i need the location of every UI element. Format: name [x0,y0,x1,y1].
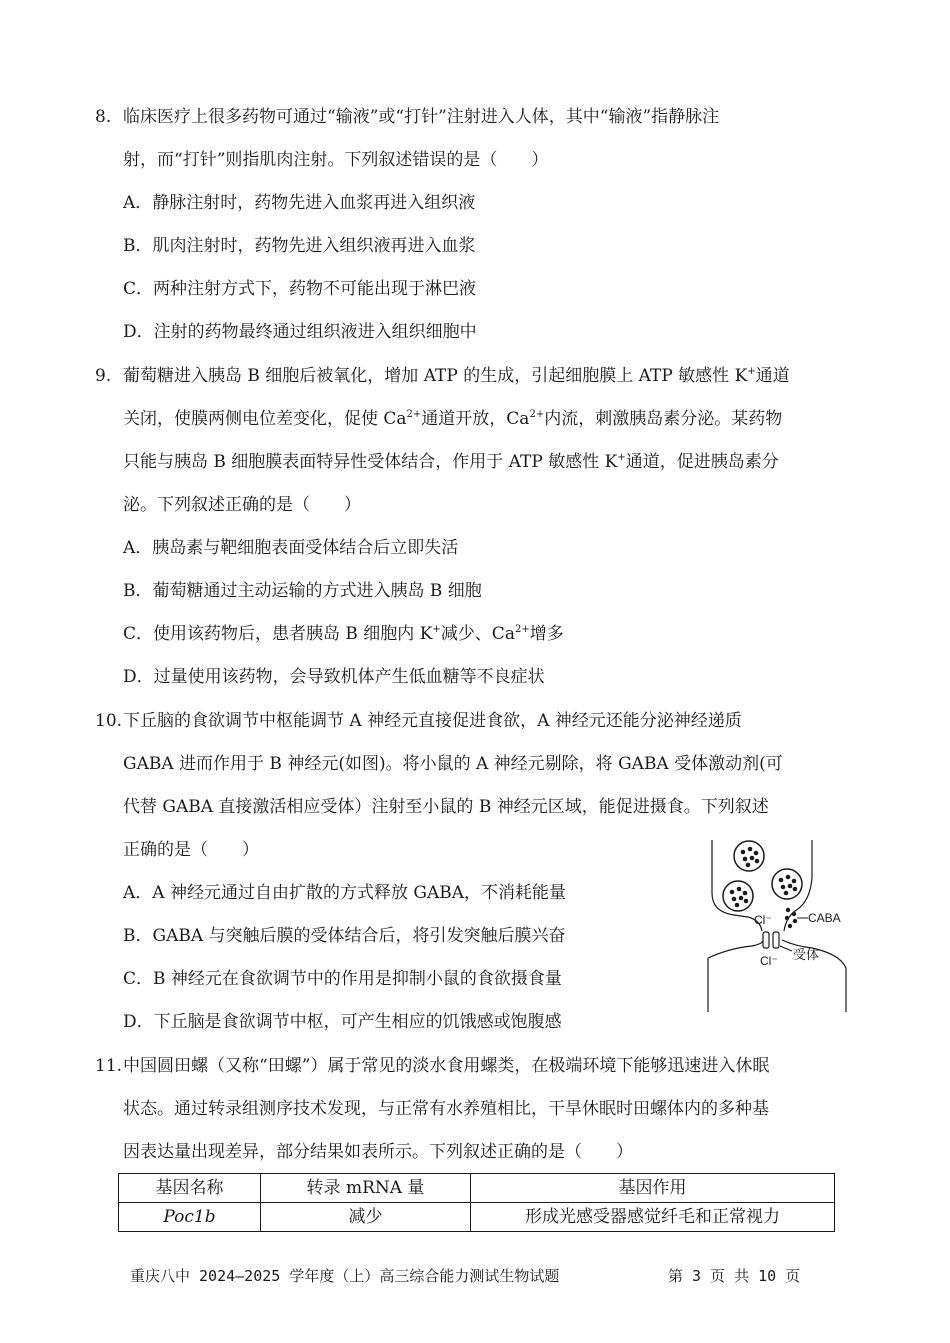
table-cell-mrna-amount: 减少 [261,1203,471,1232]
table-header-cell: 基因作用 [471,1174,835,1203]
table-header-cell: 基因名称 [119,1174,261,1203]
q10-stem-line4: 正确的是（ ） [123,840,259,860]
q8-option-a: A．静脉注射时，药物先进入血浆再进入组织液 [123,193,476,213]
synaptic-vesicle [723,881,753,911]
q8-number: 8. [95,107,112,127]
footer-page-number: 第 3 页 共 10 页 [668,1267,801,1285]
q8-stem-line2: 射，而“打针”则指肌肉注射。下列叙述错误的是（ ） [123,150,549,170]
synapse-diagram [700,838,860,1016]
q10-option-c: C．B 神经元在食欲调节中的作用是抑制小鼠的食欲摄食量 [123,969,562,989]
q9-stem-line3: 只能与胰岛 B 细胞膜表面特异性受体结合，作用于 ATP 敏感性 K+通道，促进胰岛素分 [123,452,779,472]
q11-stem-line3: 因表达量出现差异，部分结果如表所示。下列叙述正确的是（ ） [123,1142,633,1162]
q11-stem-line2: 状态。通过转录组测序技术发现，与正常有水养殖相比，干旱休眠时田螺体内的多种基 [123,1099,769,1119]
q8-option-c: C．两种注射方式下，药物不可能出现于淋巴液 [123,279,477,299]
q9-option-d: D．过量使用该药物，会导致机体产生低血糖等不良症状 [123,667,545,687]
synaptic-vesicle [734,841,764,871]
q10-option-b: B．GABA 与突触后膜的受体结合后，将引发突触后膜兴奋 [123,926,566,946]
q11-number: 11. [95,1056,123,1076]
q8-option-d: D．注射的药物最终通过组织液进入组织细胞中 [123,322,477,342]
footer-exam-title: 重庆八中 2024—2025 学年度（上）高三综合能力测试生物试题 [130,1267,560,1285]
cl-ion-label-bottom: Cl⁻ [760,954,778,968]
q9-option-b: B．葡萄糖通过主动运输的方式进入胰岛 B 细胞 [123,581,482,601]
q9-stem-line4: 泌。下列叙述正确的是（ ） [123,495,361,515]
q10-option-d: D．下丘脑是食欲调节中枢，可产生相应的饥饿感或饱腹感 [123,1012,562,1032]
cl-ion-label-top: Cl⁻ [754,913,772,927]
table-row [119,1203,835,1232]
q10-stem-line2: GABA 进而作用于 B 神经元(如图)。将小鼠的 A 神经元剔除，将 GABA 受体激动剂(可 [123,754,783,774]
table-header-cell: 转录 mRNA 量 [261,1174,471,1203]
table-cell-gene-function: 形成光感受器感觉纤毛和正常视力 [471,1203,835,1232]
q8-stem-line1: 临床医疗上很多药物可通过“输液”或“打针”注射进入人体，其中“输液”指静脉注 [123,107,720,127]
q11-stem-line1: 中国圆田螺（又称“田螺”）属于常见的淡水食用螺类，在极端环境下能够迅速进入休眠 [123,1056,770,1076]
q10-number: 10. [95,711,123,731]
q9-number: 9. [95,366,112,386]
q10-stem-line1: 下丘脑的食欲调节中枢能调节 A 神经元直接促进食欲，A 神经元还能分泌神经递质 [123,711,742,731]
q9-stem-line1: 葡萄糖进入胰岛 B 细胞后被氧化，增加 ATP 的生成，引起细胞膜上 ATP 敏感性 K+通道 [123,366,790,386]
q9-stem-line2: 关闭，使膜两侧电位差变化，促使 $Ca^{2+}$通道开放，$Ca^{2+}$内流，刺激胰岛素分泌。某药物 [123,409,783,429]
receptor-label: 受体 [793,947,820,962]
synaptic-vesicle [772,869,802,899]
receptor-pointer [780,946,792,951]
table-header-row [119,1174,835,1203]
q10-option-a: A．A 神经元通过自由扩散的方式释放 GABA，不消耗能量 [123,883,566,903]
gene-expression-table [118,1173,835,1232]
q10-stem-line3: 代替 GABA 直接激活相应受体）注射至小鼠的 B 神经元区域，能促进摄食。下列叙述 [123,797,769,817]
receptor-channel [763,932,779,948]
gaba-label: CABA [808,911,841,925]
q9-option-c: C．使用该药物后，患者胰岛 B 细胞内 K+减少、$Ca^{2+}$增多 [123,624,564,644]
postsynaptic-membrane-left [708,940,764,958]
table-cell-gene-name: Poc1b [119,1203,261,1232]
q8-option-b: B．肌肉注射时，药物先进入组织液再进入血浆 [123,236,476,256]
q9-option-a: A．胰岛素与靶细胞表面受体结合后立即失活 [123,538,459,558]
